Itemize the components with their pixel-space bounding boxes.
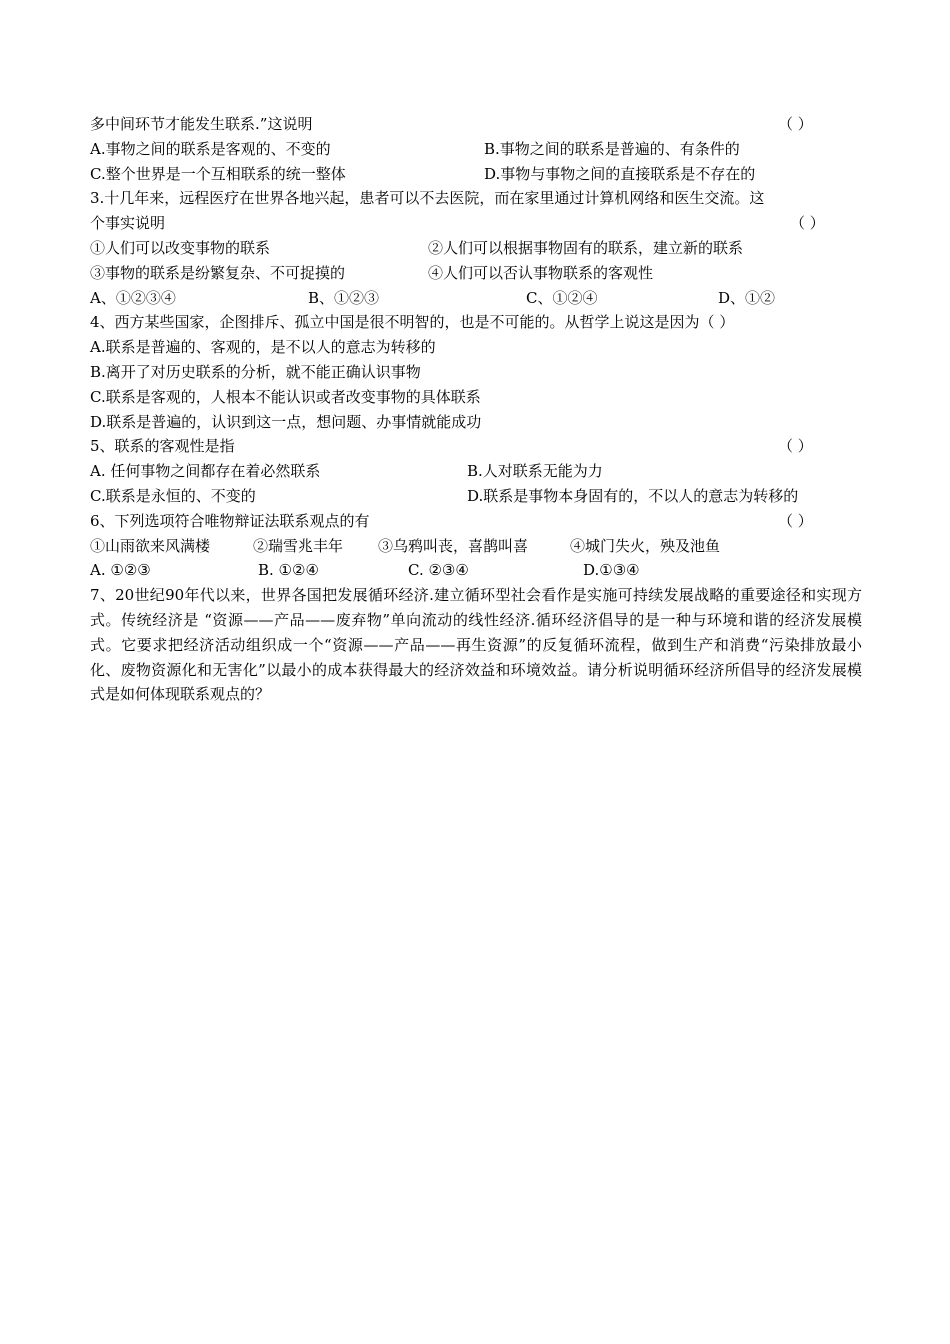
worksheet-page <box>90 112 870 707</box>
q6-item-4: ④城门失火，殃及池鱼 <box>570 536 721 555</box>
q4-option-b-line <box>90 360 870 385</box>
q6-stem-line <box>90 509 870 534</box>
q4-option-b: B.离开了对历史联系的分析，就不能正确认识事物 <box>90 362 421 381</box>
q5-stem: 5、联系的客观性是指 <box>90 437 235 456</box>
q6-items-row <box>90 534 870 559</box>
q6-item-3: ③乌鸦叫丧，喜鹊叫喜 <box>378 536 529 555</box>
q3-option-b: B、①②③ <box>308 288 380 307</box>
q4-option-c: C.联系是客观的，人根本不能认识或者改变事物的具体联系 <box>90 387 481 406</box>
q2-options-row-1 <box>90 137 870 162</box>
q6-option-d: D.①③④ <box>583 561 640 580</box>
q4-option-a-line <box>90 335 870 360</box>
q2-stem: 多中间环节才能发生联系.”这说明 <box>90 115 313 133</box>
q6-options-row <box>90 558 870 583</box>
q4-option-a: A.联系是普遍的、客观的，是不以人的意志为转移的 <box>90 338 436 357</box>
q5-option-b: B.人对联系无能为力 <box>467 462 603 481</box>
q5-option-d: D.联系是事物本身固有的，不以人的意志为转移的 <box>467 486 799 505</box>
q4-option-c-line <box>90 385 870 410</box>
q4-stem: 4、西方某些国家，企图排斥、孤立中国是很不明智的，也是不可能的。从哲学上说这是因为（ ） <box>90 313 735 332</box>
q5-option-c: C.联系是永恒的、不变的 <box>90 486 256 505</box>
q6-stem: 6、下列选项符合唯物辩证法联系观点的有 <box>90 511 370 530</box>
q3-answer-paren: （ ） <box>790 214 825 233</box>
q2-option-a: A.事物之间的联系是客观的、不变的 <box>90 139 331 158</box>
q5-options-row-1 <box>90 459 870 484</box>
q6-answer-paren: （ ） <box>778 511 813 530</box>
q3-option-d: D、①② <box>718 288 776 307</box>
q3-item-3: ③事物的联系是纷繁复杂、不可捉摸的 <box>90 263 346 282</box>
q6-item-2: ②瑞雪兆丰年 <box>253 536 344 555</box>
q2-answer-paren: （ ） <box>778 115 813 133</box>
q2-options-row-2 <box>90 162 870 187</box>
q6-item-1: ①山雨欲来风满楼 <box>90 536 211 555</box>
q3-items-row-2 <box>90 261 870 286</box>
q3-item-2: ②人们可以根据事物固有的联系，建立新的联系 <box>428 238 744 257</box>
q3-item-1: ①人们可以改变事物的联系 <box>90 238 271 257</box>
q4-stem-line <box>90 310 870 335</box>
q2-stem-line <box>90 112 870 137</box>
q3-stem-2: 个事实说明 <box>90 214 166 233</box>
q4-option-d-line <box>90 410 870 435</box>
q6-option-a: A. ①②③ <box>90 561 151 580</box>
q2-option-d: D.事物与事物之间的直接联系是不存在的 <box>484 164 756 183</box>
q2-option-c: C.整个世界是一个互相联系的统一整体 <box>90 164 346 183</box>
q4-option-d: D.联系是普遍的，认识到这一点，想问题、办事情就能成功 <box>90 412 482 431</box>
q5-options-row-2 <box>90 484 870 509</box>
q5-option-a: A. 任何事物之间都存在着必然联系 <box>90 462 321 481</box>
q6-option-b: B. ①②④ <box>258 561 319 580</box>
q2-option-b: B.事物之间的联系是普遍的、有条件的 <box>484 139 740 158</box>
q3-options-row <box>90 286 870 311</box>
q3-items-row-1 <box>90 236 870 261</box>
q3-stem-1: 3.十几年来，远程医疗在世界各地兴起，患者可以不去医院，而在家里通过计算机网络和医生交流。这 <box>90 189 765 208</box>
q3-item-4: ④人们可以否认事物联系的客观性 <box>428 263 654 282</box>
q3-stem-line-2 <box>90 211 870 236</box>
q6-option-c: C. ②③④ <box>408 561 469 580</box>
q3-option-a: A、①②③④ <box>90 288 176 307</box>
q3-stem-line-1 <box>90 186 870 211</box>
q7-question: 7、20世纪90年代以来，世界各国把发展循环经济.建立循环型社会看作是实施可持续发展战略的重要途径和实现方式。传统经济是 “资源——产品——废弃物”单向流动的线性经济.循环经济倡导的是一种与环境和谐的经济发展模式。它要求把经济活动组织成一个“资源——产品——再生资源”的反复循环流程，做到生产和消费“污染排放最小化、废物资源化和无害化”以最小的成本获得最大的经济效益和环境效益。请分析说明循环经济所倡导的经济发展模式是如何体现联系观点的？ <box>90 586 862 704</box>
q5-answer-paren: （ ） <box>778 437 813 456</box>
q5-stem-line <box>90 434 870 459</box>
q3-option-c: C、①②④ <box>526 288 598 307</box>
